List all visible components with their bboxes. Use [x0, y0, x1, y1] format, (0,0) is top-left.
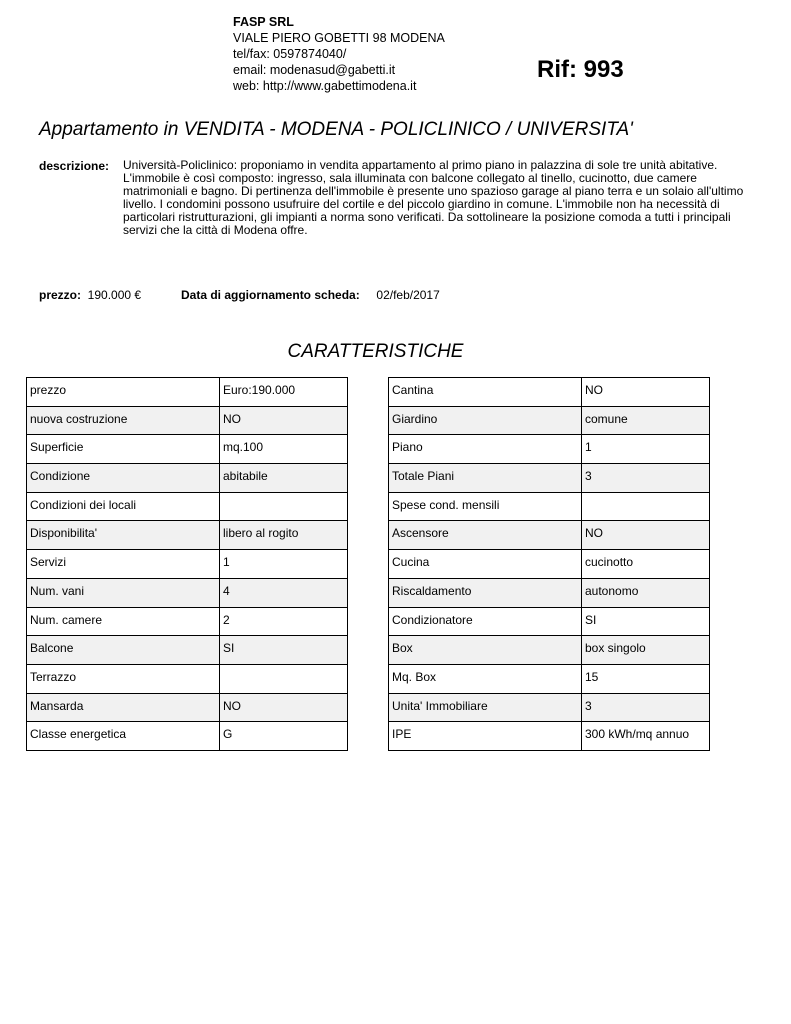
feature-value: NO: [220, 693, 348, 722]
feature-name: Classe energetica: [27, 722, 220, 751]
table-row: [389, 693, 710, 722]
feature-value: G: [220, 722, 348, 751]
feature-name: Riscaldamento: [389, 578, 582, 607]
feature-name: Terrazzo: [27, 664, 220, 693]
description-text: Università-Policlinico: proponiamo in vendita appartamento al primo piano in palazzina di sole tre unità abitative. L'immobile è così composto: ingresso, sala illuminata con balcone collegato al tinello, cucinotto, due camere matrimoniali e bagno. Di pertinenza dell'immobile è presente uno spazioso garage al piano terra e un solaio all'ultimo livello. I condomini possono usufruire del cortile e del piccolo giardino in comune. L'immobile non ha necessità di particolari ristrutturazioni, gli impianti a norma sono verificati. Da sottolineare la posizione comoda a tutti i principali servizi che la città di Modena offre.: [123, 158, 744, 237]
feature-value: NO: [582, 521, 710, 550]
table-row: [27, 664, 348, 693]
features-table-left: [26, 377, 348, 751]
table-row: [389, 722, 710, 751]
feature-value: NO: [220, 406, 348, 435]
feature-name: Mq. Box: [389, 664, 582, 693]
updated-value: 02/feb/2017: [376, 288, 440, 302]
feature-name: IPE: [389, 722, 582, 751]
feature-value: Euro:190.000: [220, 378, 348, 407]
feature-value: 2: [220, 607, 348, 636]
feature-name: Piano: [389, 435, 582, 464]
feature-name: Num. vani: [27, 578, 220, 607]
updated-label: Data di aggiornamento scheda:: [181, 288, 360, 302]
feature-value: 15: [582, 664, 710, 693]
feature-value: autonomo: [582, 578, 710, 607]
feature-value: 1: [220, 550, 348, 579]
table-row: [27, 550, 348, 579]
table-row: [27, 578, 348, 607]
feature-name: Disponibilita': [27, 521, 220, 550]
feature-name: Cucina: [389, 550, 582, 579]
agency-phone: tel/fax: 0597874040/: [233, 47, 347, 61]
table-row: [389, 406, 710, 435]
features-table-right: [388, 377, 710, 751]
feature-value: mq.100: [220, 435, 348, 464]
feature-name: Unita' Immobiliare: [389, 693, 582, 722]
table-row: [27, 492, 348, 521]
table-row: [27, 464, 348, 493]
table-row: [27, 521, 348, 550]
feature-value: 3: [582, 464, 710, 493]
price-label: prezzo:: [39, 288, 81, 302]
feature-value: 1: [582, 435, 710, 464]
updated-block: [181, 288, 440, 302]
table-row: [27, 722, 348, 751]
table-row: [389, 550, 710, 579]
feature-name: Condizionatore: [389, 607, 582, 636]
feature-name: Giardino: [389, 406, 582, 435]
table-row: [27, 406, 348, 435]
feature-name: Balcone: [27, 636, 220, 665]
table-row: [389, 607, 710, 636]
table-row: [389, 464, 710, 493]
table-row: [27, 378, 348, 407]
table-row: [389, 378, 710, 407]
feature-value: comune: [582, 406, 710, 435]
table-row: [27, 435, 348, 464]
feature-name: Superficie: [27, 435, 220, 464]
agency-web: web: http://www.gabettimodena.it: [233, 79, 417, 93]
feature-value: [220, 664, 348, 693]
feature-name: prezzo: [27, 378, 220, 407]
feature-value: [220, 492, 348, 521]
feature-value: 300 kWh/mq annuo: [582, 722, 710, 751]
feature-name: Cantina: [389, 378, 582, 407]
feature-value: libero al rogito: [220, 521, 348, 550]
feature-name: nuova costruzione: [27, 406, 220, 435]
feature-name: Box: [389, 636, 582, 665]
description-label: descrizione:: [39, 159, 110, 173]
table-row: [27, 636, 348, 665]
feature-name: Condizioni dei locali: [27, 492, 220, 521]
feature-value: [582, 492, 710, 521]
agency-address: VIALE PIERO GOBETTI 98 MODENA: [233, 31, 445, 45]
feature-name: Ascensore: [389, 521, 582, 550]
feature-name: Condizione: [27, 464, 220, 493]
feature-value: SI: [220, 636, 348, 665]
agency-email: email: modenasud@gabetti.it: [233, 63, 396, 77]
feature-value: 3: [582, 693, 710, 722]
table-row: [389, 664, 710, 693]
feature-value: abitabile: [220, 464, 348, 493]
listing-title: Appartamento in VENDITA - MODENA - POLICLINICO / UNIVERSITA': [39, 119, 633, 140]
feature-value: NO: [582, 378, 710, 407]
table-row: [27, 607, 348, 636]
price-block: [39, 288, 141, 302]
table-row: [389, 435, 710, 464]
table-row: [389, 492, 710, 521]
feature-value: SI: [582, 607, 710, 636]
feature-name: Spese cond. mensili: [389, 492, 582, 521]
reference-number: Rif: 993: [537, 56, 624, 83]
table-row: [389, 636, 710, 665]
feature-name: Servizi: [27, 550, 220, 579]
table-row: [389, 521, 710, 550]
feature-value: box singolo: [582, 636, 710, 665]
agency-name: FASP SRL: [233, 15, 294, 29]
agency-header: [233, 14, 445, 94]
section-title: CARATTERISTICHE: [287, 341, 464, 362]
feature-name: Mansarda: [27, 693, 220, 722]
feature-name: Totale Piani: [389, 464, 582, 493]
feature-name: Num. camere: [27, 607, 220, 636]
price-value: 190.000 €: [87, 288, 142, 302]
feature-value: 4: [220, 578, 348, 607]
table-row: [27, 693, 348, 722]
table-row: [389, 578, 710, 607]
feature-value: cucinotto: [582, 550, 710, 579]
